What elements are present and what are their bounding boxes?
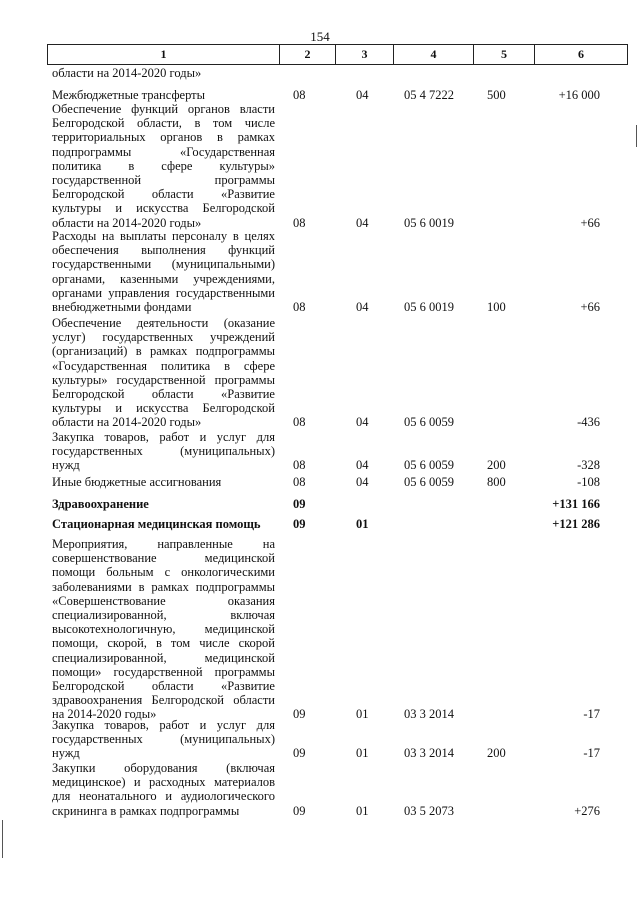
description-line: помощи, скорой, в том числе скорой <box>52 636 275 651</box>
description-line: высокотехнологичную, медицинской <box>52 622 275 637</box>
description-line: (организаций) в рамках подпрограммы <box>52 344 275 359</box>
row-description <box>52 475 275 489</box>
row-description <box>52 718 275 761</box>
description-line: обеспечения выполнения функций <box>52 243 275 258</box>
description-line: подпрограммы «Государственная <box>52 144 275 159</box>
description-line: культуры» государственной программы <box>52 372 275 387</box>
amount-change: -17 <box>583 746 600 761</box>
amount-change: +131 166 <box>552 496 600 511</box>
amount-change: -108 <box>577 474 600 489</box>
description-line: области на 2014-2020 годы» <box>52 215 202 230</box>
section-code: 09 <box>293 803 306 818</box>
description-line: нужд <box>52 746 80 761</box>
section-code: 09 <box>293 496 306 511</box>
section-code: 08 <box>293 474 306 489</box>
expense-type-code: 100 <box>487 299 506 314</box>
description-line: Закупка товаров, работ и услуг для <box>52 718 275 732</box>
description-line: помощи больным с онкологическими <box>52 565 275 580</box>
table-row <box>0 517 640 531</box>
expense-type-code: 500 <box>487 87 506 102</box>
row-description <box>52 761 275 818</box>
target-item-code: 05 6 0019 <box>404 215 454 230</box>
description-line: «Государственная политика в сфере <box>52 358 275 373</box>
section-code: 09 <box>293 707 306 722</box>
target-item-code: 05 6 0059 <box>404 458 454 473</box>
row-description <box>52 497 275 511</box>
description-line: органами, казенными учреждениями, <box>52 271 275 286</box>
row-description <box>52 316 275 430</box>
description-line: скрининга в рамках подпрограммы <box>52 803 240 818</box>
row-description <box>52 88 275 102</box>
table-row <box>0 229 640 314</box>
description-line: совершенствование медицинской <box>52 551 275 566</box>
row-description <box>52 430 275 473</box>
description-line: политика в сфере культуры» <box>52 158 275 173</box>
subsection-code: 04 <box>356 299 369 314</box>
expense-type-code: 800 <box>487 474 506 489</box>
description-line: Закупка товаров, работ и услуг для <box>52 430 275 444</box>
description-line: специализированной, медицинской <box>52 650 275 665</box>
table-row <box>0 66 640 80</box>
description-line: области на 2014-2020 годы» <box>52 66 202 80</box>
expense-type-code: 200 <box>487 746 506 761</box>
description-line: для неонатального и аудиологического <box>52 789 275 804</box>
amount-change: +66 <box>580 299 600 314</box>
description-line: государственных (муниципальных) <box>52 444 275 459</box>
target-item-code: 05 6 0019 <box>404 299 454 314</box>
subsection-code: 04 <box>356 215 369 230</box>
table-row <box>0 761 640 818</box>
description-line: Здравоохранение <box>52 497 149 511</box>
subsection-code: 04 <box>356 415 369 430</box>
description-line: государственных (муниципальных) <box>52 732 275 747</box>
table-row <box>0 316 640 430</box>
section-code: 09 <box>293 746 306 761</box>
amount-change: -328 <box>577 458 600 473</box>
table-row <box>0 475 640 489</box>
amount-change: +121 286 <box>552 516 600 531</box>
section-code: 08 <box>293 215 306 230</box>
section-code: 08 <box>293 458 306 473</box>
description-line: области на 2014-2020 годы» <box>52 415 202 430</box>
description-line: нужд <box>52 458 80 473</box>
description-line: специализированной, включая <box>52 608 275 623</box>
section-code: 09 <box>293 516 306 531</box>
target-item-code: 03 3 2014 <box>404 746 454 761</box>
amount-change: +16 000 <box>558 87 600 102</box>
table-row <box>0 718 640 761</box>
header-col-5: 5 <box>474 45 535 65</box>
header-col-3: 3 <box>336 45 394 65</box>
description-line: культуры и искусства Белгородской <box>52 401 275 416</box>
header-col-6: 6 <box>535 45 628 65</box>
target-item-code: 03 3 2014 <box>404 707 454 722</box>
target-item-code: 05 6 0059 <box>404 474 454 489</box>
header-col-2: 2 <box>280 45 336 65</box>
description-line: Обеспечение деятельности (оказание <box>52 316 275 330</box>
description-line: помощи» государственной программы <box>52 664 275 679</box>
expense-type-code: 200 <box>487 458 506 473</box>
description-line: Обеспечение функций органов власти <box>52 102 275 116</box>
section-code: 08 <box>293 87 306 102</box>
description-line: культуры и искусства Белгородской <box>52 201 275 216</box>
table-row <box>0 88 640 102</box>
description-line: Иные бюджетные ассигнования <box>52 475 222 489</box>
description-line: «Совершенствование оказания <box>52 593 275 608</box>
subsection-code: 04 <box>356 458 369 473</box>
description-line: Расходы на выплаты персоналу в целях <box>52 229 275 243</box>
scan-mark-left <box>2 820 3 858</box>
header-col-4: 4 <box>394 45 474 65</box>
table-row <box>0 102 640 230</box>
header-col-1: 1 <box>48 45 280 65</box>
scan-mark-right <box>636 125 637 147</box>
description-line: внебюджетными фондами <box>52 300 192 315</box>
subsection-code: 04 <box>356 474 369 489</box>
subsection-code: 04 <box>356 87 369 102</box>
description-line: территориальных органов в рамках <box>52 130 275 145</box>
description-line: государственными (муниципальными) <box>52 257 275 272</box>
table-row <box>0 430 640 473</box>
description-line: органами управления государственными <box>52 285 275 300</box>
description-line: Белгородской области «Развитие <box>52 387 275 402</box>
amount-change: -17 <box>583 707 600 722</box>
description-line: на 2014-2020 годы» <box>52 707 157 722</box>
description-line: медицинское) и расходных материалов <box>52 775 275 790</box>
description-line: Белгородской области «Развитие <box>52 187 275 202</box>
description-line: Белгородской области, в том числе <box>52 116 275 131</box>
table-row <box>0 497 640 511</box>
amount-change: -436 <box>577 415 600 430</box>
subsection-code: 01 <box>356 746 369 761</box>
amount-change: +66 <box>580 215 600 230</box>
description-line: Закупки оборудования (включая <box>52 761 275 775</box>
row-description <box>52 229 275 314</box>
row-description <box>52 66 275 80</box>
description-line: Стационарная медицинская помощь <box>52 517 261 531</box>
description-line: услуг) государственных учреждений <box>52 330 275 345</box>
section-code: 08 <box>293 299 306 314</box>
subsection-code: 01 <box>356 516 369 531</box>
description-line: Межбюджетные трансферты <box>52 88 206 102</box>
section-code: 08 <box>293 415 306 430</box>
row-description <box>52 517 275 531</box>
subsection-code: 01 <box>356 803 369 818</box>
amount-change: +276 <box>574 803 600 818</box>
description-line: государственной программы <box>52 173 275 188</box>
subsection-code: 01 <box>356 707 369 722</box>
row-description <box>52 102 275 230</box>
target-item-code: 05 4 7222 <box>404 87 454 102</box>
table-header <box>47 44 628 65</box>
target-item-code: 03 5 2073 <box>404 803 454 818</box>
target-item-code: 05 6 0059 <box>404 415 454 430</box>
page-number: 154 <box>310 29 330 44</box>
description-line: Мероприятия, направленные на <box>52 537 275 551</box>
description-line: здравоохранения Белгородской области <box>52 693 275 708</box>
description-line: Белгородской области «Развитие <box>52 679 275 694</box>
table-row <box>0 537 640 722</box>
description-line: заболеваниями в рамках подпрограммы <box>52 579 275 594</box>
row-description <box>52 537 275 722</box>
